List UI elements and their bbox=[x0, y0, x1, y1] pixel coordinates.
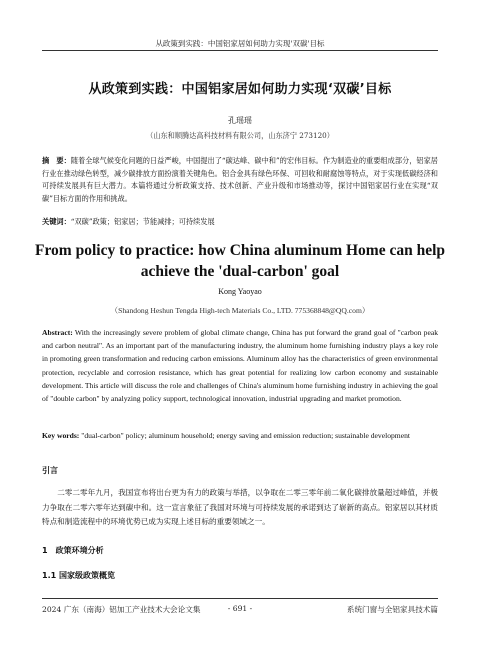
header-rule bbox=[42, 50, 438, 51]
intro-heading: 引言 bbox=[42, 466, 58, 475]
section-1-1-heading: 1.1 国家级政策概览 bbox=[42, 571, 115, 580]
footer-page-number: - 691 - bbox=[227, 604, 253, 613]
chinese-abstract-text: 随着全球气候变化问题的日益严峻，中国提出了“碳达峰、碳中和”的宏伟目标。作为制造业的重要组成部分，铝家居行业在推动绿色转型，减少碳排放方面扮演着关键角色。铝合金具有绿色环保、可回收和耐腐蚀等特点，对于实现低碳经济和可持续发展具有巨大潜力。本篇将通过分析政策支持、技术创新、产业升级和市场推动等，探讨中国铝家居行业在实现“双碳”目标方面的作用和挑战。 bbox=[42, 156, 438, 203]
running-head: 从政策到实践：中国铝家居如何助力实现'双碳'目标 bbox=[155, 39, 325, 48]
chinese-abstract-label: 摘 要： bbox=[42, 156, 71, 165]
chinese-keywords-label: 关键词： bbox=[42, 217, 71, 226]
footer-section: 系统门窗与全铝家具技术篇 bbox=[346, 605, 438, 614]
english-keywords-label: Key words: bbox=[42, 431, 80, 440]
english-abstract bbox=[42, 326, 438, 405]
chinese-abstract bbox=[42, 155, 438, 205]
chinese-author: 孔瑶瑶 bbox=[228, 116, 252, 125]
chinese-title: 从政策到实践：中国铝家居如何助力实现‘双碳’目标 bbox=[88, 82, 392, 97]
chinese-keywords-text: “双碳”政策；铝家居；节能减排；可持续发展 bbox=[70, 217, 215, 226]
footer-proceedings: 2024 广东（南海）铝加工产业技术大会论文集 bbox=[42, 605, 201, 614]
english-abstract-text: With the increasingly severe problem of global climate change, China has put forward the grand goal of "carbon peak and carbon neutral". As an important part of the manufacturing industry, the aluminum home furnishing industry plays a key role in promoting green transformation and reducing carbon emissions. Aluminum alloy has the characteristics of green environmental protection, recyclable and corrosion resistance, which has great potential for realizing low carbon economy and sustainable development. This article will discuss the role and challenges of China's aluminum home furnishing industry in achieving the goal of "double carbon" by analyzing policy support, technological innovation, industrial upgrading and market promotion. bbox=[42, 328, 438, 404]
section-1-heading: 1 政策环境分析 bbox=[42, 546, 104, 555]
chinese-keywords bbox=[42, 216, 438, 228]
english-keywords bbox=[42, 430, 438, 442]
english-title: From policy to practice: how China aluminum Home can help achieve the 'dual-carbon' goal bbox=[34, 242, 446, 280]
footer-rule bbox=[42, 598, 438, 599]
intro-paragraph: 二零二零年九月，我国宣布将出台更为有力的政策与举措，以争取在二零三零年前二氧化碳排放量超过峰值，并极力争取在二零六零年达到碳中和。这一宣言象征了我国对环境与可持续发展的承诺到达了崭新的高点。铝家居以其材质特点和制造流程中的环境优势已成为实现上述目标的重要领域之一。 bbox=[42, 488, 438, 526]
english-abstract-label: Abstract: bbox=[42, 328, 73, 337]
chinese-affiliation: （山东和顺腾达高科技材料有限公司，山东济宁 273120） bbox=[146, 131, 334, 140]
english-keywords-text: "dual-carbon" policy; aluminum household; energy saving and emission reduction; sustainable development bbox=[81, 431, 410, 440]
english-affiliation: （Shandong Heshun Tengda High-tech Materials Co., LTD. 775368848@QQ.com） bbox=[110, 306, 370, 315]
english-author: Kong Yaoyao bbox=[218, 287, 262, 296]
